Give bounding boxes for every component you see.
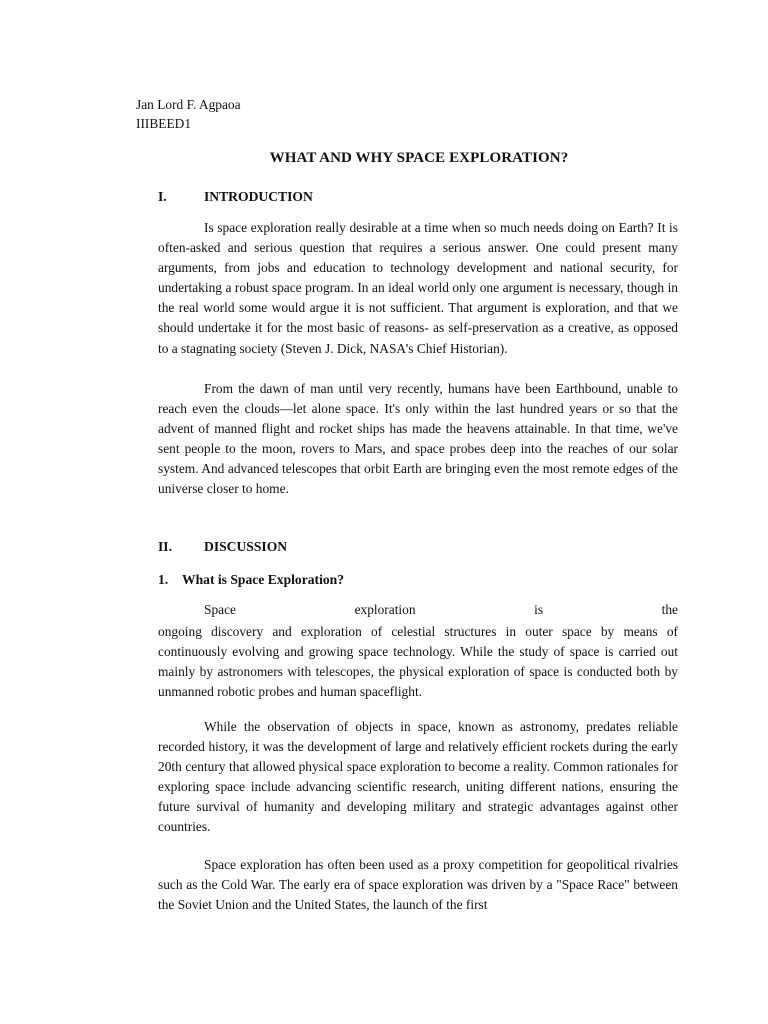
spread-first-line xyxy=(158,600,678,620)
paragraph-discussion-3: Space exploration has often been used as a proxy competition for geopolitical rivalries such as the Cold War. The early era of space exploration was driven by a "Space Race" between the Soviet Union and the United States, the launch of the first xyxy=(158,857,678,913)
word: the xyxy=(661,602,678,617)
word: exploration xyxy=(354,602,416,617)
author-section: IIIBEED1 xyxy=(136,116,192,131)
document-title: WHAT AND WHY SPACE EXPLORATION? xyxy=(269,150,569,166)
section-heading-introduction xyxy=(158,189,313,205)
section-number: II. xyxy=(158,539,172,554)
section-number: I. xyxy=(158,189,167,204)
section-heading-discussion xyxy=(158,539,287,555)
subsection-number: 1. xyxy=(158,572,169,587)
section-title: INTRODUCTION xyxy=(204,189,313,204)
paragraph-intro-1: Is space exploration really desirable at a time when so much needs doing on Earth? It is often-asked and serious question that requires a serious answer. One could present many arguments, from jobs and education to technology development and national security, for undertaking a robust space program. In an ideal world only one argument is necessary, though in the real world some would argue it is not sufficient. That argument is exploration, and that we should undertake it for the most basic of reasons- as self-preservation as a creative, as opposed to a stagnating society (Steven J. Dick, NASA’s Chief Historian). xyxy=(158,220,678,356)
author-block xyxy=(136,95,241,133)
paragraph-discussion-1: ongoing discovery and exploration of celestial structures in outer space by means of continuously evolving and growing space technology. While the study of space is carried out mainly by astronomers with telescopes, the physical exploration of space is conducted both by unmanned robotic probes and human spaceflight. xyxy=(158,624,678,700)
paragraph-intro-2: From the dawn of man until very recently, humans have been Earthbound, unable to reach even the clouds—let alone space. It's only within the last hundred years or so that the advent of manned flight and rocket ships has made the heavens attainable. In that time, we've sent people to the moon, rovers to Mars, and space probes deep into the reaches of our solar system. And advanced telescopes that orbit Earth are bringing even the most remote edges of the universe closer to home. xyxy=(158,381,678,497)
word: Space xyxy=(204,602,236,617)
subsection-heading xyxy=(158,572,344,588)
subsection-title: What is Space Exploration? xyxy=(182,572,345,587)
paragraph-discussion-2: While the observation of objects in space, known as astronomy, predates reliable recorded history, it was the development of large and relatively efficient rockets during the early 20th century that allowed physical space exploration to become a reality. Common rationales for exploring space include advancing scientific research, uniting different nations, ensuring the future survival of humanity and developing military and strategic advantages against other countries. xyxy=(158,719,678,835)
author-name: Jan Lord F. Agpaoa xyxy=(136,97,241,112)
word: is xyxy=(534,602,544,617)
section-title: DISCUSSION xyxy=(204,539,288,554)
